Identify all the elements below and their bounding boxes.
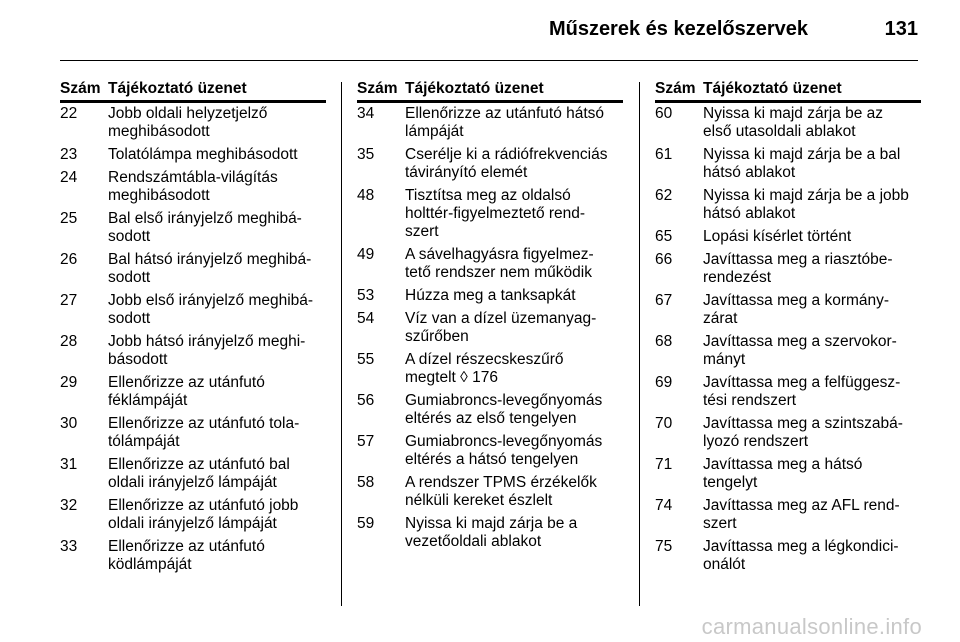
column-header-number: Szám xyxy=(655,80,696,97)
table-row xyxy=(60,292,326,328)
message-number: 23 xyxy=(60,146,78,163)
message-text: Víz van a dízel üzemanyag- szűrőben xyxy=(405,310,597,345)
message-text: Gumiabroncs-levegőnyomás eltérés a hátsó tengelyen xyxy=(405,433,603,468)
message-table-column-2 xyxy=(357,80,623,551)
message-text: Jobb hátsó irányjelző meghi- básodott xyxy=(108,333,306,368)
column-header-message: Tájékoztató üzenet xyxy=(405,80,544,97)
message-number: 33 xyxy=(60,538,78,555)
message-table-column-1 xyxy=(60,80,326,574)
message-number: 27 xyxy=(60,292,78,309)
message-number: 22 xyxy=(60,105,78,122)
message-number: 57 xyxy=(357,433,375,450)
message-number: 62 xyxy=(655,187,673,204)
message-text: Lopási kísérlet történt xyxy=(703,228,852,245)
message-text: Jobb első irányjelző meghibá- sodott xyxy=(108,292,314,327)
message-number: 75 xyxy=(655,538,673,555)
table-row xyxy=(655,228,921,246)
message-number: 67 xyxy=(655,292,673,309)
message-number: 74 xyxy=(655,497,673,514)
table-row xyxy=(357,433,623,469)
message-text: Ellenőrizze az utánfutó féklámpáját xyxy=(108,374,265,409)
table-row xyxy=(60,210,326,246)
message-text: Cserélje ki a rádiófrekvenciás távirányító elemét xyxy=(405,146,608,181)
column-divider xyxy=(341,82,342,606)
message-text: A sávelhagyásra figyelmez- tető rendszer nem működik xyxy=(405,246,594,281)
message-number: 54 xyxy=(357,310,375,327)
table-row xyxy=(60,105,326,141)
message-text: Javíttassa meg a szintszabá- lyozó rendszert xyxy=(703,415,903,450)
message-text: Javíttassa meg a felfüggesz- tési rendszert xyxy=(703,374,901,409)
message-number: 26 xyxy=(60,251,78,268)
table-rows xyxy=(60,103,326,574)
table-row xyxy=(357,105,623,141)
message-text: Tisztítsa meg az oldalsó holttér-figyelmeztető rend- szert xyxy=(405,187,586,240)
message-number: 35 xyxy=(357,146,375,163)
message-text: A dízel részecskeszűrő megtelt ◊ 176 xyxy=(405,351,564,386)
message-number: 66 xyxy=(655,251,673,268)
message-text: Ellenőrizze az utánfutó hátsó lámpáját xyxy=(405,105,605,140)
table-row xyxy=(357,287,623,305)
message-text: Jobb oldali helyzetjelző meghibásodott xyxy=(108,105,268,140)
table-header xyxy=(655,80,921,103)
table-row xyxy=(60,538,326,574)
message-text: Húzza meg a tanksapkát xyxy=(405,287,576,304)
column-header-message: Tájékoztató üzenet xyxy=(703,80,842,97)
table-row xyxy=(60,456,326,492)
message-text: Ellenőrizze az utánfutó tola- tólámpáját xyxy=(108,415,300,450)
table-row xyxy=(655,456,921,492)
message-text: A rendszer TPMS érzékelők nélküli kereket észlelt xyxy=(405,474,597,509)
table-row xyxy=(357,146,623,182)
message-number: 59 xyxy=(357,515,375,532)
table-row xyxy=(357,310,623,346)
table-row xyxy=(655,415,921,451)
table-header xyxy=(357,80,623,103)
column-header-number: Szám xyxy=(60,80,101,97)
message-number: 34 xyxy=(357,105,375,122)
message-number: 60 xyxy=(655,105,673,122)
table-row xyxy=(655,292,921,328)
message-number: 28 xyxy=(60,333,78,350)
message-text: Javíttassa meg a szervokor- mányt xyxy=(703,333,897,368)
table-row xyxy=(357,392,623,428)
table-header xyxy=(60,80,326,103)
table-row xyxy=(60,146,326,164)
message-text: Javíttassa meg az AFL rend- szert xyxy=(703,497,900,532)
message-number: 25 xyxy=(60,210,78,227)
message-number: 61 xyxy=(655,146,673,163)
message-text: Bal hátsó irányjelző meghibá- sodott xyxy=(108,251,312,286)
table-row xyxy=(60,415,326,451)
message-text: Tolatólámpa meghibásodott xyxy=(108,146,298,163)
message-text: Nyissa ki majd zárja be a bal hátsó ablakot xyxy=(703,146,901,181)
message-text: Gumiabroncs-levegőnyomás eltérés az első tengelyen xyxy=(405,392,603,427)
message-table-column-3 xyxy=(655,80,921,574)
table-row xyxy=(357,187,623,241)
message-number: 53 xyxy=(357,287,375,304)
table-row xyxy=(655,333,921,369)
table-rows xyxy=(655,103,921,574)
table-row xyxy=(60,497,326,533)
table-row xyxy=(655,187,921,223)
message-text: Ellenőrizze az utánfutó jobb oldali irányjelző lámpáját xyxy=(108,497,299,532)
page-number: 131 xyxy=(884,18,918,40)
table-row xyxy=(60,251,326,287)
message-text: Nyissa ki majd zárja be a jobb hátsó ablakot xyxy=(703,187,909,222)
message-number: 58 xyxy=(357,474,375,491)
message-text: Bal első irányjelző meghibá- sodott xyxy=(108,210,302,245)
message-number: 48 xyxy=(357,187,375,204)
message-number: 29 xyxy=(60,374,78,391)
message-number: 30 xyxy=(60,415,78,432)
table-row xyxy=(357,515,623,551)
header-divider xyxy=(60,60,918,61)
message-text: Javíttassa meg a riasztóbe- rendezést xyxy=(703,251,893,286)
column-divider xyxy=(639,82,640,606)
message-text: Ellenőrizze az utánfutó bal oldali irányjelző lámpáját xyxy=(108,456,290,491)
table-row xyxy=(655,374,921,410)
table-row xyxy=(60,333,326,369)
table-row xyxy=(655,538,921,574)
message-number: 68 xyxy=(655,333,673,350)
message-number: 69 xyxy=(655,374,673,391)
page-title: Műszerek és kezelőszervek xyxy=(548,18,808,40)
table-rows xyxy=(357,103,623,551)
message-number: 70 xyxy=(655,415,673,432)
table-row xyxy=(655,497,921,533)
message-number: 56 xyxy=(357,392,375,409)
message-number: 71 xyxy=(655,456,673,473)
message-number: 49 xyxy=(357,246,375,263)
message-text: Rendszámtábla-világítás meghibásodott xyxy=(108,169,278,204)
table-row xyxy=(357,246,623,282)
table-row xyxy=(655,251,921,287)
column-header-message: Tájékoztató üzenet xyxy=(108,80,247,97)
message-text: Javíttassa meg a kormány- zárat xyxy=(703,292,890,327)
message-number: 55 xyxy=(357,351,375,368)
table-row xyxy=(655,146,921,182)
table-row xyxy=(655,105,921,141)
message-text: Nyissa ki majd zárja be a vezetőoldali ablakot xyxy=(405,515,578,550)
message-number: 24 xyxy=(60,169,78,186)
column-header-number: Szám xyxy=(357,80,398,97)
message-number: 32 xyxy=(60,497,78,514)
message-number: 31 xyxy=(60,456,78,473)
message-number: 65 xyxy=(655,228,673,245)
message-text: Javíttassa meg a légkondici- onálót xyxy=(703,538,899,573)
watermark[interactable]: carmanualsonline.info xyxy=(701,614,922,639)
table-row xyxy=(357,351,623,387)
message-text: Nyissa ki majd zárja be az első utasoldali ablakot xyxy=(703,105,884,140)
table-row xyxy=(60,169,326,205)
table-row xyxy=(60,374,326,410)
table-row xyxy=(357,474,623,510)
message-text: Javíttassa meg a hátsó tengelyt xyxy=(703,456,863,491)
message-text: Ellenőrizze az utánfutó ködlámpáját xyxy=(108,538,265,573)
